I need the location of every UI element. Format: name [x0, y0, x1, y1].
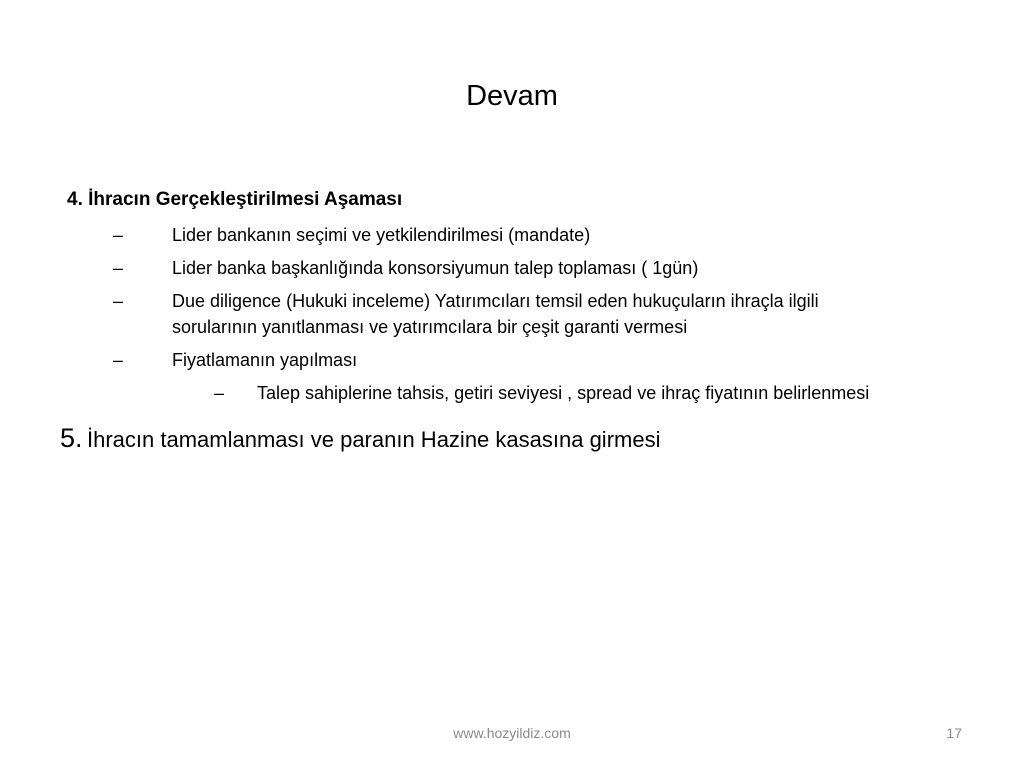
- sub-bullet-dash: –: [214, 383, 225, 403]
- list-item: Fiyatlamanın yapılması: [172, 350, 358, 370]
- bullet-dash: –: [113, 291, 124, 311]
- list-item-continuation: sorularının yanıtlanması ve yatırımcılara bir çeşit garanti vermesi: [172, 317, 688, 337]
- section-4-heading: 4. İhracın Gerçekleştirilmesi Aşaması: [67, 189, 403, 210]
- section-5: [60, 420, 660, 458]
- page-number: 17: [946, 725, 962, 741]
- section-5-number: 5.: [60, 423, 83, 453]
- bullet-dash: –: [113, 225, 124, 245]
- sub-list-item: Talep sahiplerine tahsis, getiri seviyesi , spread ve ihraç fiyatının belirlenmesi: [257, 383, 870, 403]
- list-item: Due diligence (Hukuki inceleme) Yatırımcıları temsil eden hukuçuların ihraçla ilgili: [172, 291, 819, 311]
- bullet-dash: –: [113, 258, 124, 278]
- footer-url: www.hozyildiz.com: [453, 725, 571, 741]
- list-item: Lider banka başkanlığında konsorsiyumun talep toplaması ( 1gün): [172, 258, 699, 278]
- bullet-dash: –: [113, 350, 124, 370]
- section-5-text: İhracın tamamlanması ve paranın Hazine kasasına girmesi: [86, 427, 661, 452]
- list-item: Lider bankanın seçimi ve yetkilendirilmesi (mandate): [172, 225, 591, 245]
- slide-title: Devam: [466, 80, 558, 112]
